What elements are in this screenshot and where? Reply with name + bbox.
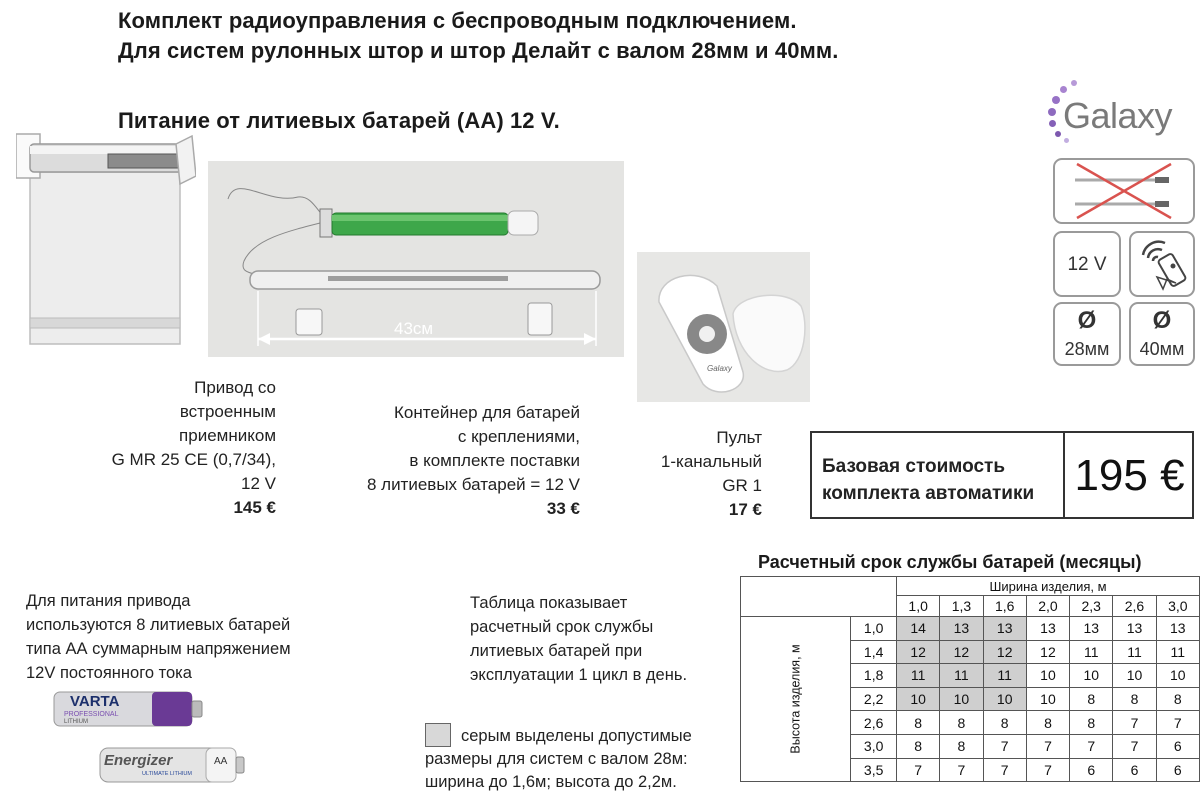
table-cell: 12: [940, 640, 983, 664]
table-cell: 8: [1026, 711, 1069, 735]
height-value: 1,4: [851, 640, 897, 664]
table-cell: 8: [1156, 687, 1199, 711]
width-value: 2,6: [1113, 596, 1156, 617]
table-cell: 13: [1070, 617, 1113, 641]
legend-text: серым выделены допустимые размеры для систем с валом 28м: ширина до 1,6м; высота до 2,2м.: [425, 727, 692, 791]
height-value: 3,0: [851, 734, 897, 758]
remote-caption: Пульт 1-канальный GR 1 17 €: [661, 426, 762, 522]
width-header: Ширина изделия, м: [897, 577, 1200, 596]
table-cell: 12: [897, 640, 940, 664]
table-cell: 11: [897, 664, 940, 688]
page-title: Комплект радиоуправления с беспроводным подключением.: [118, 8, 797, 33]
table-cell: 14: [897, 617, 940, 641]
table-cell: 10: [940, 687, 983, 711]
table-cell: 7: [1113, 711, 1156, 735]
table-cell: 11: [983, 664, 1026, 688]
table-cell: 6: [1113, 758, 1156, 782]
table-cell: 13: [983, 617, 1026, 641]
motor-and-battery-photo: [208, 161, 624, 357]
table-cell: 12: [1026, 640, 1069, 664]
roller-blind-illustration: [16, 128, 196, 348]
width-value: 1,0: [897, 596, 940, 617]
table-cell: 6: [1156, 734, 1199, 758]
table-cell: 8: [1113, 687, 1156, 711]
table-cell: 8: [1070, 711, 1113, 735]
table-cell: 8: [897, 734, 940, 758]
width-value: 1,3: [940, 596, 983, 617]
motor-caption: Привод со встроенным приемником G MR 25 CE (0,7/34), 12 V 145 €: [112, 376, 276, 520]
table-cell: 7: [983, 758, 1026, 782]
table-cell: 7: [940, 758, 983, 782]
table-row: [741, 617, 1200, 641]
table-cell: 10: [1156, 664, 1199, 688]
table-cell: 10: [1070, 664, 1113, 688]
height-value: 1,0: [851, 617, 897, 641]
table-cell: 7: [1113, 734, 1156, 758]
base-cost-box: [810, 431, 1194, 519]
table-title: Расчетный срок службы батарей (месяцы): [758, 552, 1142, 572]
table-cell: 10: [1026, 664, 1069, 688]
table-cell: 13: [1156, 617, 1199, 641]
remote-price: 17 €: [728, 500, 762, 519]
no-wire-icon: [1053, 158, 1195, 224]
width-value: 1,6: [983, 596, 1026, 617]
table-cell: 7: [897, 758, 940, 782]
battery-container-caption: Контейнер для батарей с креплениями, в комплекте поставки 8 литиевых батарей = 12 V 33 €: [367, 401, 580, 521]
base-cost-value: 195 €: [1074, 451, 1185, 500]
table-cell: 6: [1156, 758, 1199, 782]
table-cell: 7: [1156, 711, 1199, 735]
remote-brand-label: Galaxy: [707, 364, 732, 373]
motor-price: 145 €: [233, 498, 276, 517]
page-subtitle: Для систем рулонных штор и штор Делайт с валом 28мм и 40мм.: [118, 38, 839, 63]
table-cell: 8: [940, 711, 983, 735]
table-cell: 11: [1156, 640, 1199, 664]
table-cell: 11: [1113, 640, 1156, 664]
width-value: 2,0: [1026, 596, 1069, 617]
table-cell: 8: [983, 711, 1026, 735]
height-value: 3,5: [851, 758, 897, 782]
table-cell: 7: [1026, 734, 1069, 758]
energizer-battery-image: Energizer ULTIMATE LITHIUM AA: [98, 744, 248, 786]
table-cell: 11: [940, 664, 983, 688]
table-cell: 7: [1070, 734, 1113, 758]
width-value: 3,0: [1156, 596, 1199, 617]
remote-control-photo: [637, 252, 810, 402]
wireless-remote-icon: [1129, 231, 1195, 297]
battery-life-table: [740, 576, 1200, 782]
voltage-icon: 12 V: [1053, 231, 1121, 297]
dimension-label: 43см: [394, 319, 434, 338]
diameter-40-icon: Ø 40мм: [1129, 302, 1195, 366]
table-cell: 10: [1026, 687, 1069, 711]
height-value: 2,6: [851, 711, 897, 735]
height-header: Высота изделия, м: [741, 617, 851, 782]
table-cell: 7: [1026, 758, 1069, 782]
table-cell: 7: [983, 734, 1026, 758]
table-cell: 8: [1070, 687, 1113, 711]
table-cell: 8: [897, 711, 940, 735]
table-cell: 11: [1070, 640, 1113, 664]
height-value: 1,8: [851, 664, 897, 688]
table-cell: 10: [1113, 664, 1156, 688]
varta-battery-image: VARTA PROFESSIONAL LITHIUM: [52, 688, 207, 730]
table-cell: 10: [897, 687, 940, 711]
brand-name: Galaxy: [1063, 95, 1173, 136]
table-cell: 13: [1026, 617, 1069, 641]
table-cell: 13: [940, 617, 983, 641]
table-cell: 8: [940, 734, 983, 758]
table-cell: 12: [983, 640, 1026, 664]
battery-note: Для питания привода используются 8 литиевых батарей типа АА суммарным напряжением 12V постоянного тока: [26, 592, 291, 682]
table-cell: 6: [1070, 758, 1113, 782]
table-cell: 10: [983, 687, 1026, 711]
container-price: 33 €: [546, 499, 580, 518]
diameter-28-icon: Ø 28мм: [1053, 302, 1121, 366]
table-note: Таблица показывает расчетный срок службы литиевых батарей при эксплуатации 1 цикл в день.: [470, 594, 688, 684]
height-value: 2,2: [851, 687, 897, 711]
width-value: 2,3: [1070, 596, 1113, 617]
base-cost-label: Базовая стоимость комплекта автоматики: [822, 456, 1035, 504]
galaxy-logo: [1040, 78, 1200, 148]
power-info: Питание от литиевых батарей (АА) 12 V.: [118, 108, 560, 133]
table-cell: 13: [1113, 617, 1156, 641]
